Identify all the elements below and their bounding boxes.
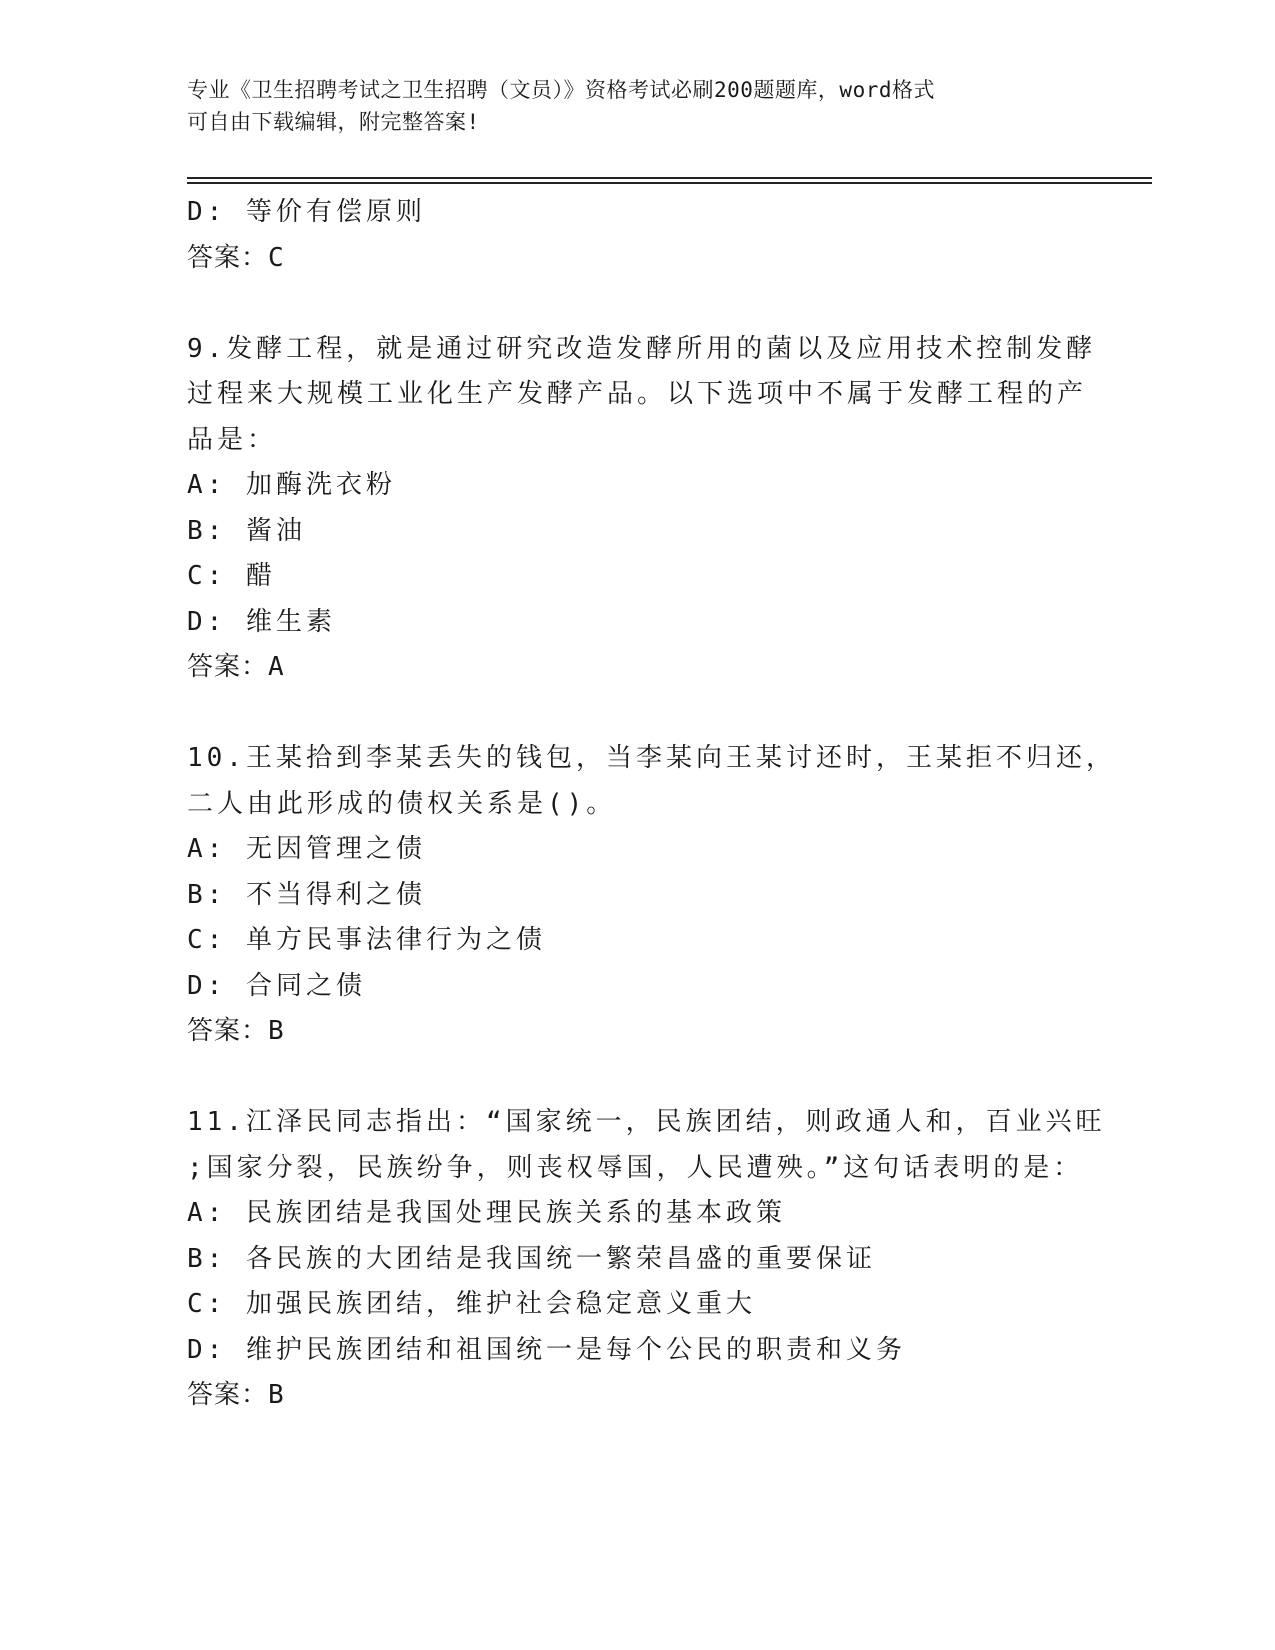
option-b: B: 酱油 <box>187 515 306 546</box>
option-d: D: 维护民族团结和祖国统一是每个公民的职责和义务 <box>187 1334 906 1365</box>
spacer <box>187 281 1087 327</box>
header-line-1: 专业《卫生招聘考试之卫生招聘（文员）》资格考试必刷200题题库，word格式 <box>187 78 935 102</box>
option-c: C: 醋 <box>187 561 276 591</box>
header-line-2: 可自由下载编辑，附完整答案! <box>187 110 480 134</box>
question-text: ;国家分裂，民族纷争，则丧权辱国，人民遭殃。”这句话表明的是： <box>187 1152 1084 1183</box>
question-text: 二人由此形成的债权关系是()。 <box>187 788 617 819</box>
document-header <box>187 74 1067 138</box>
question-11 <box>187 1100 1106 1419</box>
option-b: B: 各民族的大团结是我国统一繁荣昌盛的重要保证 <box>187 1243 876 1274</box>
question-text: 品是： <box>187 424 278 455</box>
option-b: B: 不当得利之债 <box>187 879 426 910</box>
question-text: 11.江泽民同志指出：“国家统一，民族团结，则政通人和，百业兴旺 <box>187 1107 1106 1137</box>
option-d: D: 合同之债 <box>187 970 366 1001</box>
option-c: C: 单方民事法律行为之债 <box>187 925 546 955</box>
document-body <box>187 190 1116 1419</box>
option-a: A: 无因管理之债 <box>187 834 426 864</box>
question-text: 10.王某拾到李某丢失的钱包，当李某向王某讨还时，王某拒不归还， <box>187 743 1116 773</box>
answer-line: 答案：B <box>187 1016 285 1046</box>
question-9 <box>187 327 1097 691</box>
answer-line: 答案：B <box>187 1380 285 1410</box>
option-d: D: 等价有偿原则 <box>187 197 426 227</box>
option-a: A: 民族团结是我国处理民族关系的基本政策 <box>187 1198 786 1228</box>
spacer <box>187 691 1087 737</box>
header-divider-bottom <box>187 182 1152 184</box>
question-text: 9.发酵工程，就是通过研究改造发酵所用的菌以及应用技术控制发酵 <box>187 333 1097 364</box>
question-text: 过程来大规模工业化生产发酵产品。以下选项中不属于发酵工程的产 <box>187 379 1088 409</box>
option-c: C: 加强民族团结，维护社会稳定意义重大 <box>187 1289 756 1319</box>
spacer <box>187 1055 1087 1101</box>
option-a: A: 加酶洗衣粉 <box>187 470 396 500</box>
answer-line: 答案：A <box>187 652 285 682</box>
header-divider-top <box>187 177 1152 179</box>
option-d: D: 维生素 <box>187 606 336 637</box>
question-10 <box>187 736 1116 1055</box>
answer-line: 答案：C <box>187 242 285 273</box>
previous-question-tail <box>187 190 1087 281</box>
